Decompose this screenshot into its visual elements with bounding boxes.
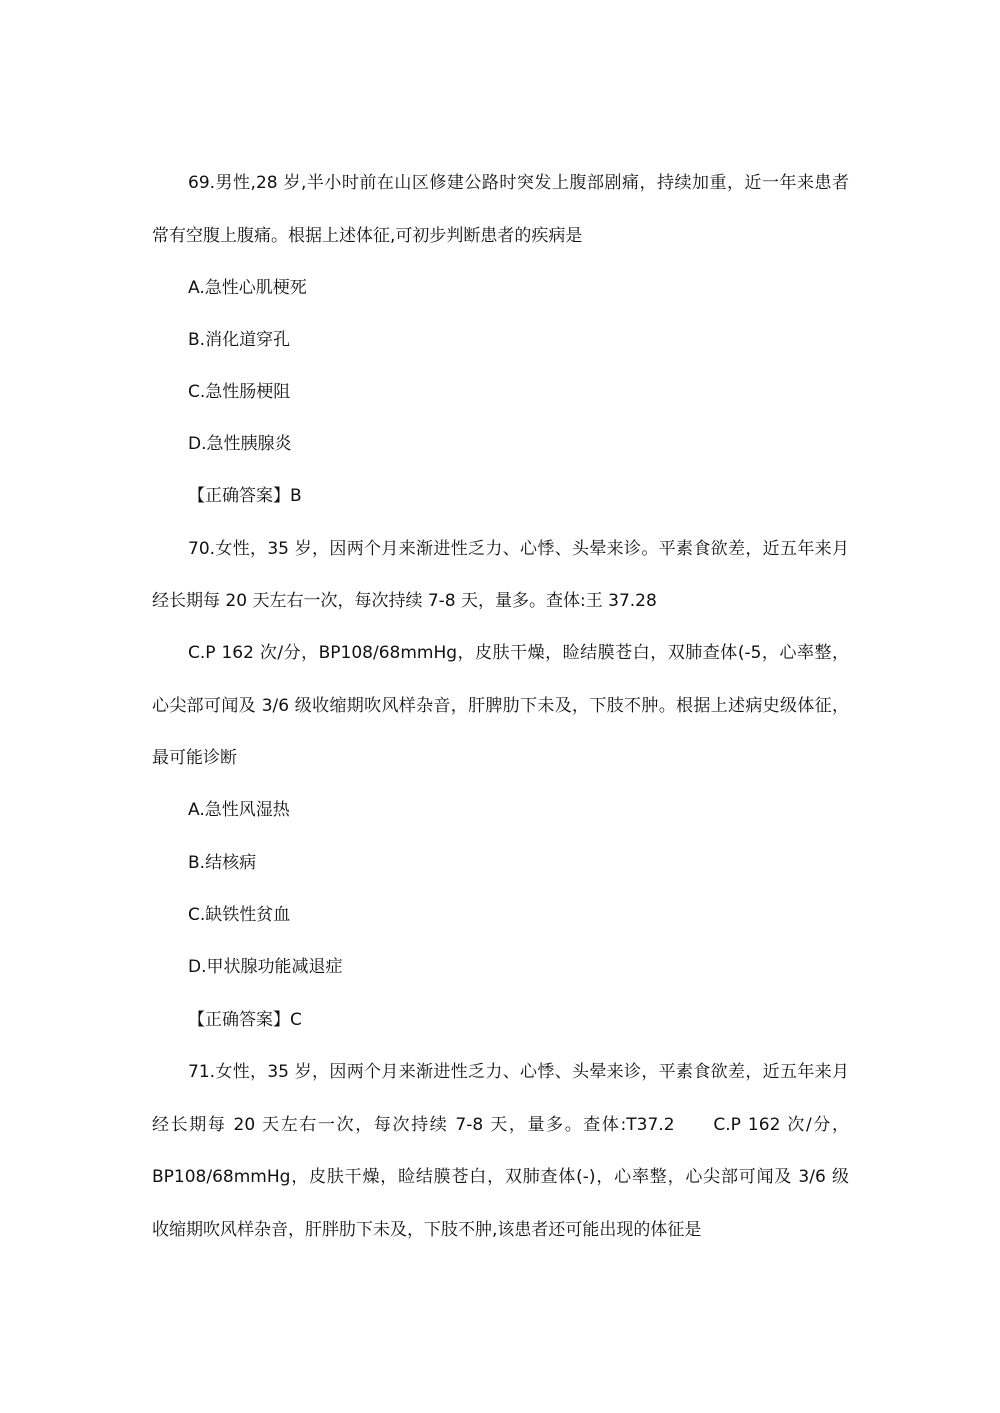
q69-option-c: C.急性肠梗阻	[188, 382, 291, 402]
q69-option-a: A.急性心肌梗死	[188, 278, 307, 298]
q70-answer: 【正确答案】C	[188, 1010, 302, 1030]
q70-stem-line-5: 最可能诊断	[152, 748, 237, 768]
q70-option-d: D.甲状腺功能减退症	[188, 957, 343, 977]
q69-option-b: B.消化道穿孔	[188, 330, 291, 350]
q70-stem-line-3: C.P 162 次/分，BP108/68mmHg，皮肤干燥，睑结膜苍白，双肺查体(-5，心率整，	[188, 643, 849, 663]
q69-stem-line-2: 常有空腹上腹痛。根据上述体征,可初步判断患者的疾病是	[152, 226, 583, 246]
q70-stem-line-2: 经长期每 20 天左右一次，每次持续 7-8 天，量多。查体:王 37.28	[152, 591, 657, 611]
q71-stem-line-1: 71.女性，35 岁，因两个月来渐进性乏力、心悸、头晕来诊，平素食欲差，近五年来月	[188, 1062, 849, 1082]
q70-option-b: B.结核病	[188, 853, 257, 873]
q69-answer: 【正确答案】B	[188, 486, 302, 506]
q71-stem-line-4: 收缩期吹风样杂音，肝胖肋下未及，下肢不肿,该患者还可能出现的体征是	[152, 1220, 702, 1240]
q70-option-c: C.缺铁性贫血	[188, 905, 291, 925]
q71-stem-line-2: 经长期每 20 天左右一次，每次持续 7-8 天，量多。查体:T37.2 C.P 162 次/分，	[152, 1115, 849, 1135]
q71-stem-line-3: BP108/68mmHg，皮肤干燥，睑结膜苍白，双肺查体(-)，心率整，心尖部可闻及 3/6 级	[152, 1167, 849, 1187]
q70-stem-line-4: 心尖部可闻及 3/6 级收缩期吹风样杂音，肝脾肋下未及，下肢不肿。根据上述病史级体征，	[152, 696, 849, 716]
q69-stem-line-1: 69.男性,28 岁,半小时前在山区修建公路时突发上腹部剧痛，持续加重，近一年来患者	[188, 173, 849, 193]
q70-option-a: A.急性风湿热	[188, 800, 290, 820]
q69-option-d: D.急性胰腺炎	[188, 434, 292, 454]
q70-stem-line-1: 70.女性，35 岁，因两个月来渐进性乏力、心悸、头晕来诊。平素食欲差，近五年来月	[188, 539, 849, 559]
